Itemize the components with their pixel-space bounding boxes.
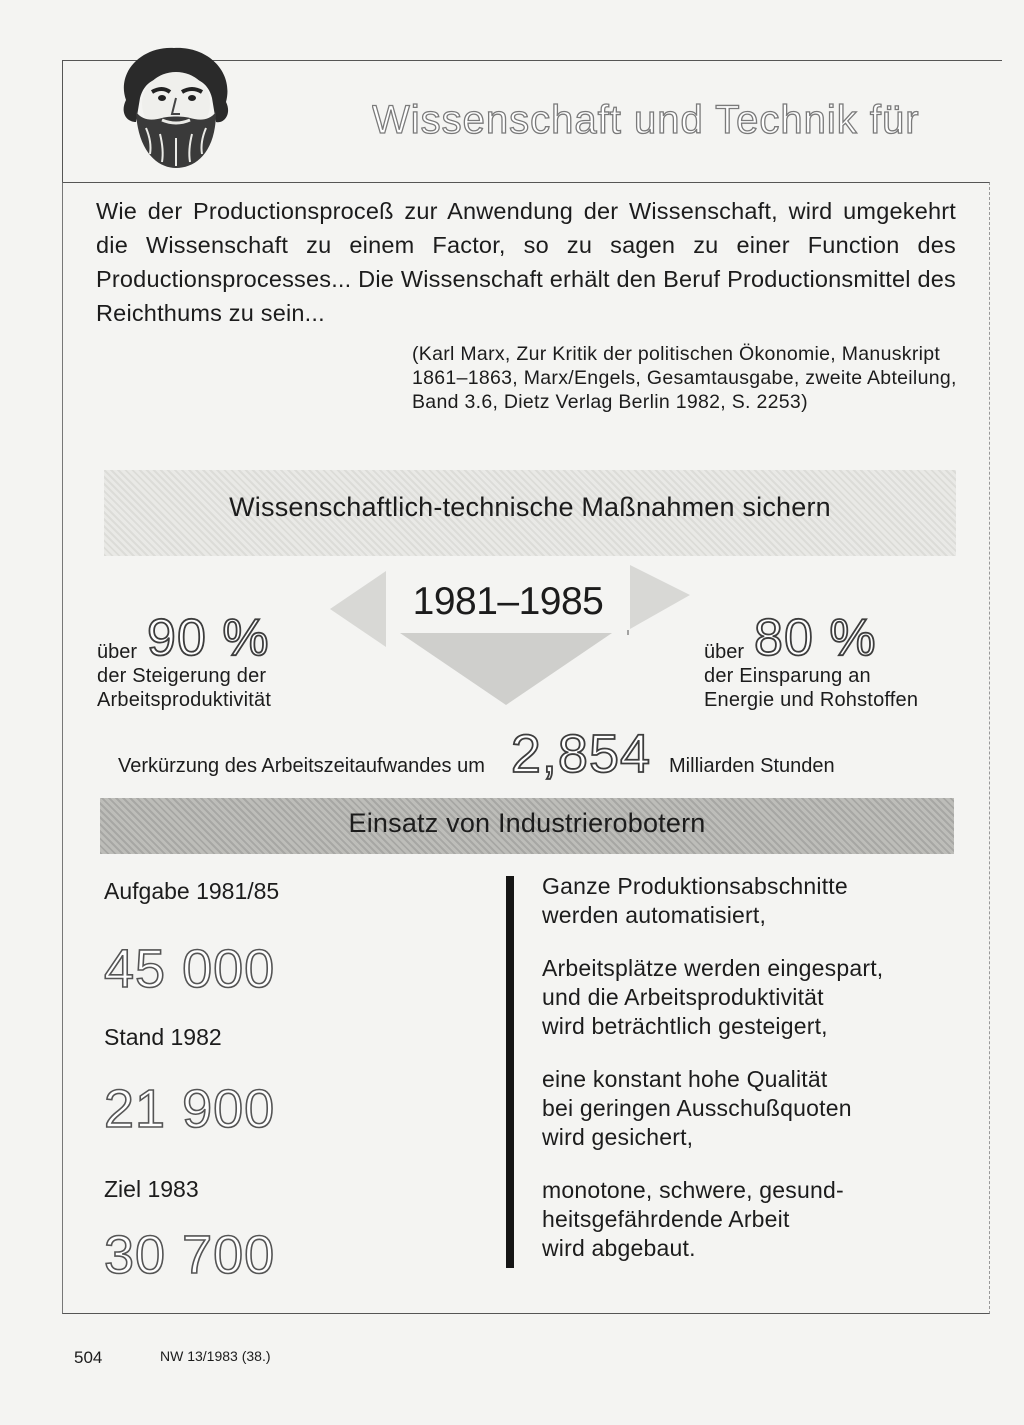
page-number: 504 [74,1348,103,1367]
reduction-text-after: Milliarden Stunden [669,755,835,777]
savings-description-2: Energie und Rohstoffen [704,689,919,711]
robots-banner [100,798,954,854]
benefit-line: wird beträchtlich gesteigert, [542,1013,828,1039]
savings-prefix: über [704,641,745,663]
robot-stat-value: 30 700 [104,1225,276,1285]
robot-stat-value: 45 000 [104,939,276,999]
robot-stat-label: Stand 1982 [104,1024,222,1050]
benefit-line: Arbeitsplätze werden eingespart, [542,955,884,981]
productivity-value: 90 % [147,609,270,667]
source-reference: NW 13/1983 (38.) [160,1348,271,1364]
reduction-text-before: Verkürzung des Arbeitszeitaufwandes um [118,755,485,777]
robot-stat-label: Aufgabe 1981/85 [104,878,280,904]
benefit-line: werden automatisiert, [542,902,767,928]
productivity-description-2: Arbeitsproduktivität [97,689,272,711]
benefit-line: bei geringen Ausschußquoten [542,1095,852,1121]
measures-heading: Wissenschaftlich-technische Maßnahmen sichern [229,492,831,522]
portrait-icon [112,42,240,170]
savings-stat [704,609,984,712]
period-label: 1981–1985 [386,574,630,630]
benefit-line: und die Arbeitsproduktivität [542,984,824,1010]
savings-value: 80 % [754,609,877,667]
benefit-line: wird abgebaut. [542,1235,696,1261]
robot-stat-label: Ziel 1983 [104,1176,199,1202]
productivity-stat [97,609,347,712]
benefit-line: Ganze Produktionsabschnitte [542,873,848,899]
benefit-line: wird gesichert, [542,1124,694,1150]
benefit-item [542,1176,972,1263]
time-reduction-row [118,724,948,784]
vertical-divider [506,876,514,1268]
robot-benefits-list [542,872,972,1287]
reduction-value: 2,854 [510,724,652,784]
measures-banner [104,470,956,556]
benefit-line: monotone, schwere, gesund- [542,1177,844,1203]
quote-citation: (Karl Marx, Zur Kritik der politischen Ökonomie, Manuskript 1861–1863, Marx/Engels, Gesamtausgabe, zweite Abteilung, Band 3.6, Dietz Verlag Berlin 1982, S. 2253) [412,343,957,413]
header-title: Wissenschaft und Technik für [372,98,920,142]
benefit-line: heitsgefährdende Arbeit [542,1206,790,1232]
productivity-description-1: der Steigerung der [97,665,267,687]
header-left-rule [62,60,63,188]
robot-stat-value: 21 900 [104,1079,276,1139]
savings-description-1: der Einsparung an [704,665,871,687]
benefit-line: eine konstant hohe Qualität [542,1066,828,1092]
benefit-item [542,954,972,1041]
marx-quote: Wie der Productionsproceß zur Anwendung der Wissenschaft, wird umgekehrt die Wissenschaft zu einem Factor, so zu sagen zu einer Function des Productionsprocesses... Die Wissenschaft erhält den Beruf Productionsmittel des Reichthums zu sein... [96,198,956,326]
robots-heading: Einsatz von Industrierobotern [348,808,706,838]
benefit-item [542,1065,972,1152]
productivity-prefix: über [97,641,138,663]
benefit-item [542,872,972,930]
